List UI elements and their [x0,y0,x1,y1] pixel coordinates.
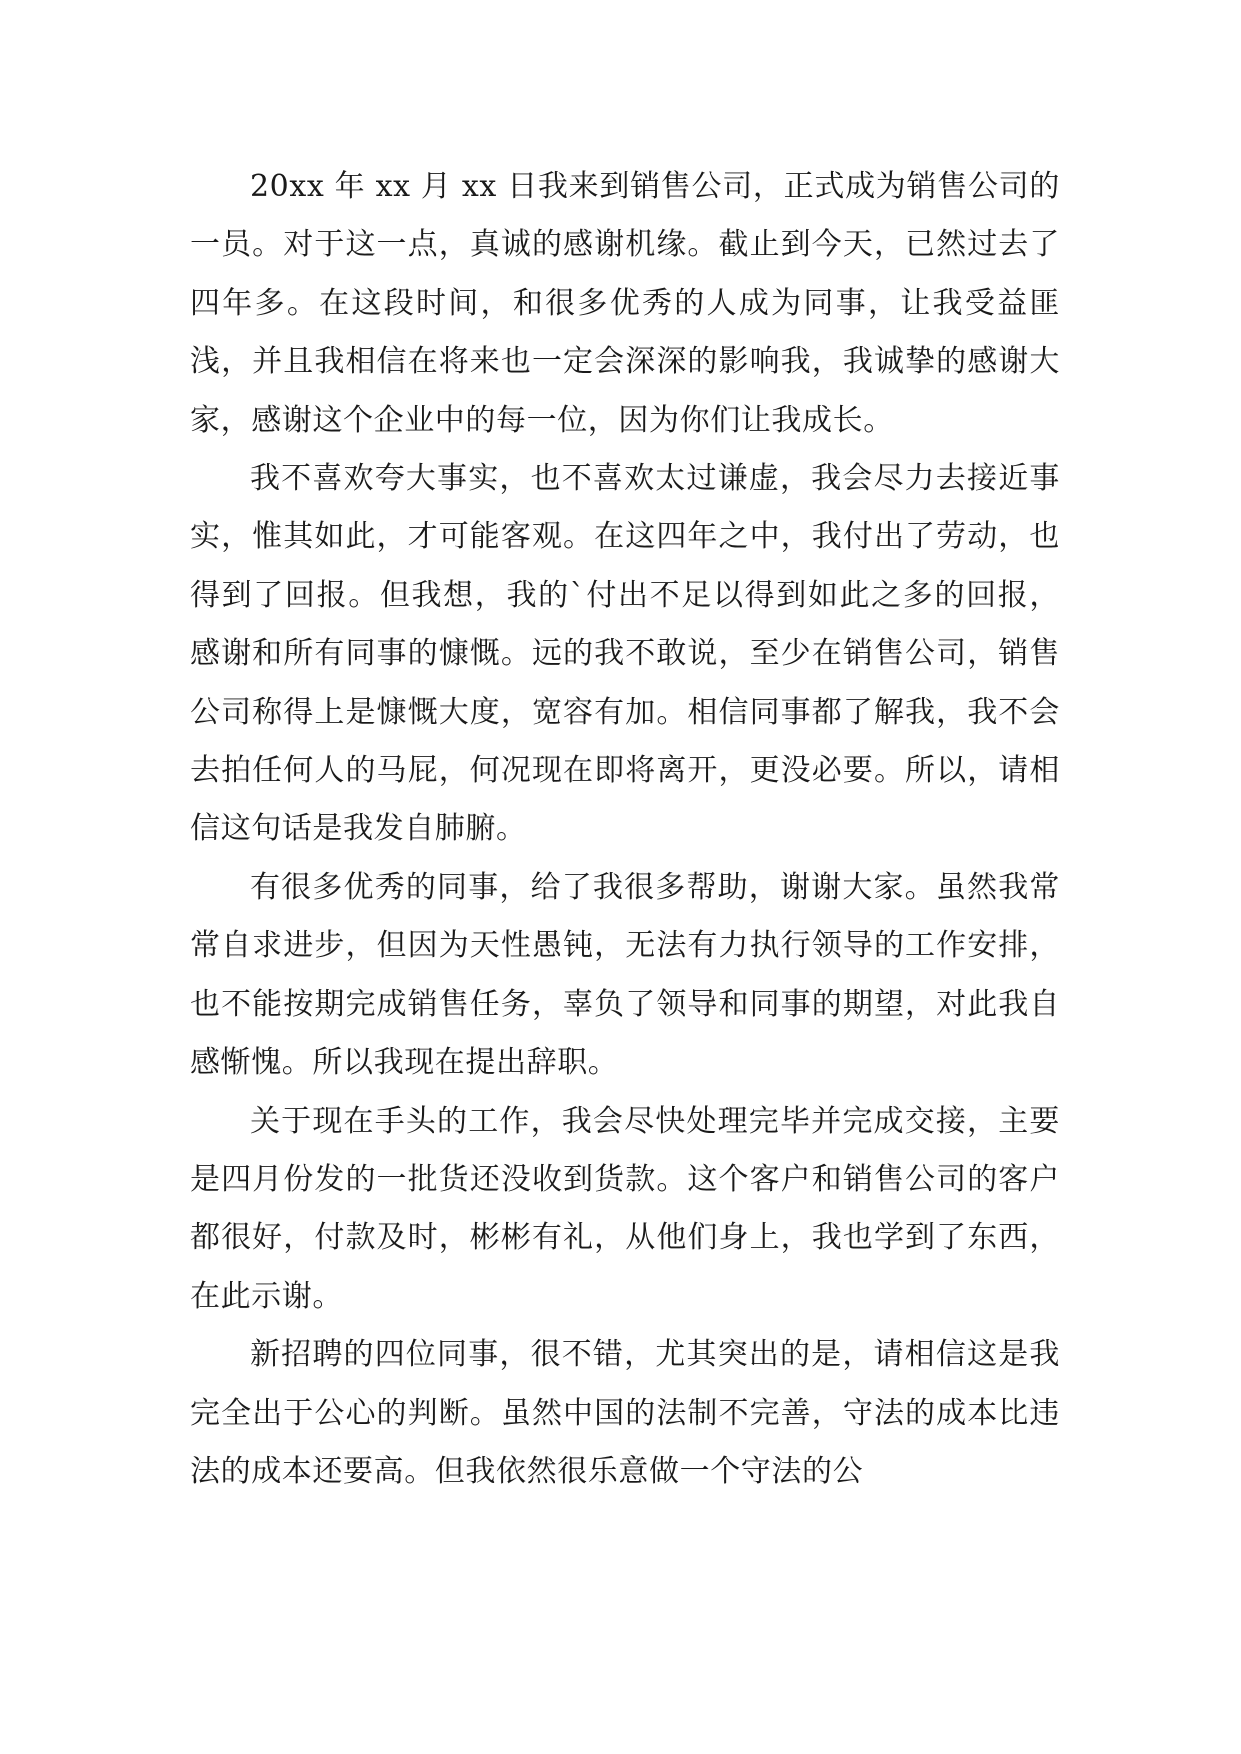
paragraph-3: 有很多优秀的同事，给了我很多帮助，谢谢大家。虽然我常常自求进步，但因为天性愚钝，无法有力执行领导的工作安排，也不能按期完成销售任务，辜负了领导和同事的期望，对此我自感惭愧。所以我现在提出辞职。 [190,869,1060,1081]
paragraph-2: 我不喜欢夸大事实，也不喜欢太过谦虚，我会尽力去接近事实，惟其如此，才可能客观。在这四年之中，我付出了劳动，也得到了回报。但我想，我的`付出不足以得到如此之多的回报，感谢和所有同事的慷慨。远的我不敢说，至少在销售公司，销售公司称得上是慷慨大度，宽容有加。相信同事都了解我，我不会去拍任何人的马屁，何况现在即将离开，更没必要。所以，请相信这句话是我发自肺腑。 [190,461,1060,847]
paragraph-1: 20xx 年 xx 月 xx 日我来到销售公司，正式成为销售公司的一员。对于这一点，真诚的感谢机缘。截止到今天，已然过去了四年多。在这段时间，和很多优秀的人成为同事，让我受益匪浅，并且我相信在将来也一定会深深的影响我，我诚挚的感谢大家，感谢这个企业中的每一位，因为你们让我成长。 [190,169,1060,438]
document-body [190,158,1060,1501]
paragraph-5: 新招聘的四位同事，很不错，尤其突出的是，请相信这是我完全出于公心的判断。虽然中国的法制不完善，守法的成本比违法的成本还要高。但我依然很乐意做一个守法的公 [190,1337,1060,1489]
paragraph-4: 关于现在手头的工作，我会尽快处理完毕并完成交接，主要是四月份发的一批货还没收到货款。这个客户和销售公司的客户都很好，付款及时，彬彬有礼，从他们身上，我也学到了东西，在此示谢。 [190,1103,1060,1314]
